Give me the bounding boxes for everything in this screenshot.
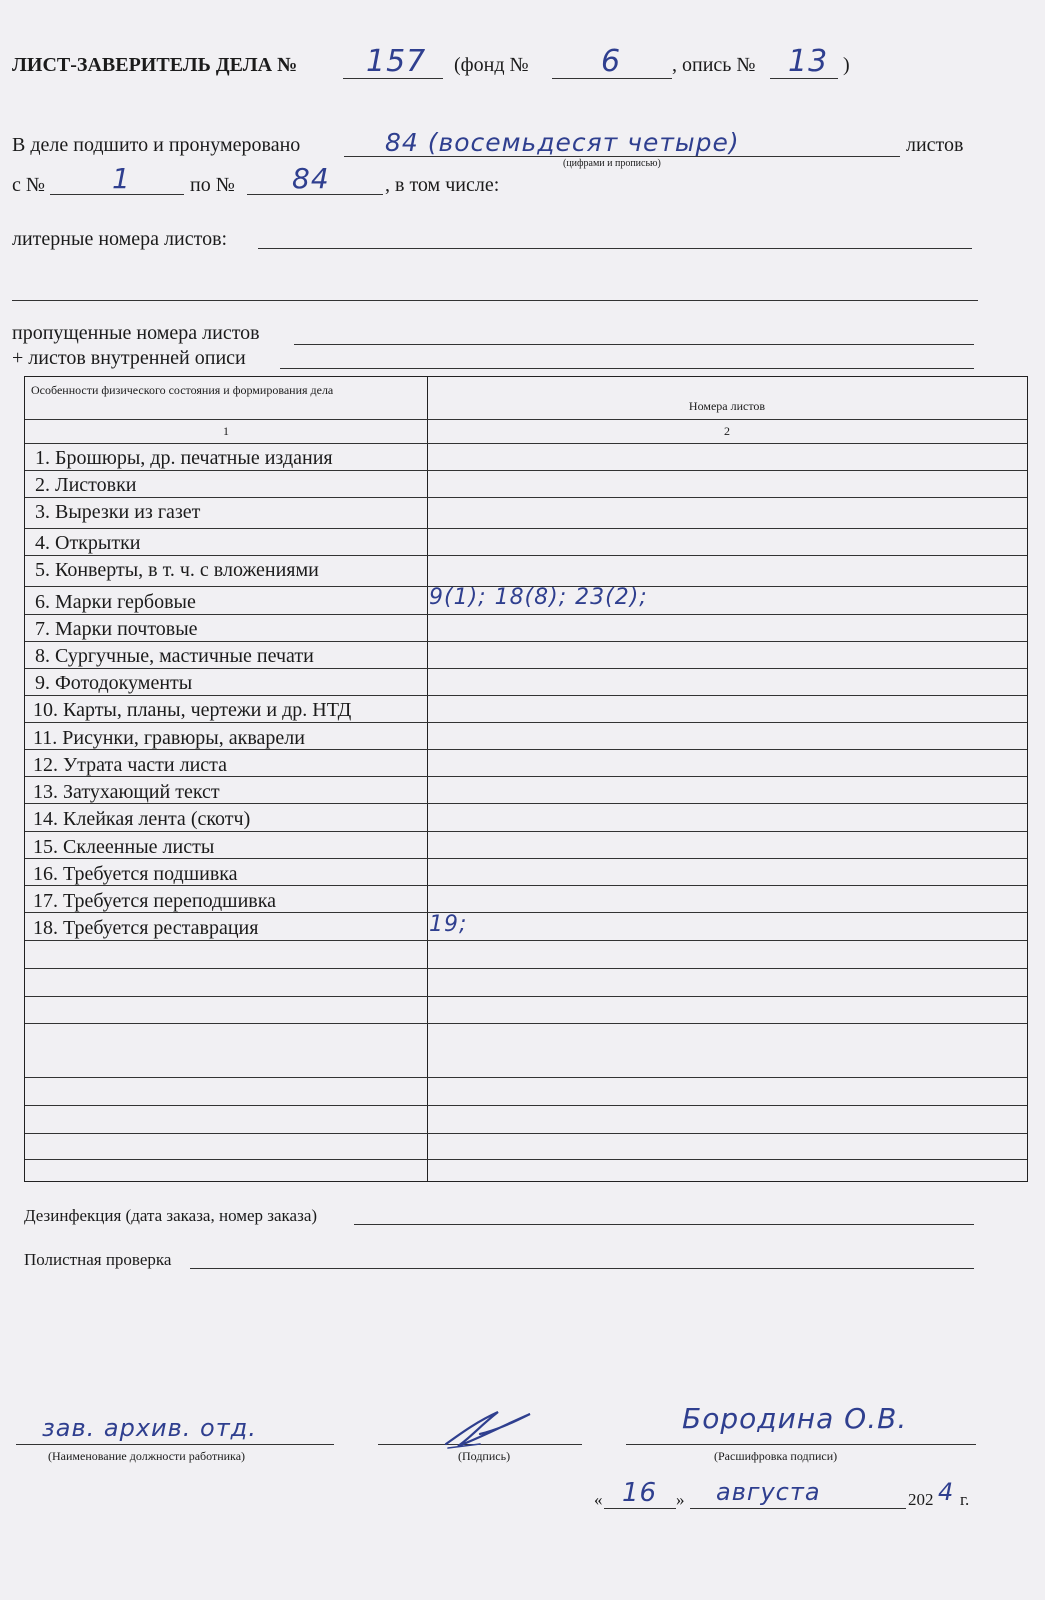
row-label-2: 2. Листовки [35, 474, 137, 496]
row-value-18[interactable]: 19; [429, 912, 468, 937]
table-row-divider [25, 940, 1027, 941]
position-line [16, 1444, 334, 1445]
position-caption: (Наименование должности работника) [48, 1449, 246, 1463]
table-row-divider [25, 555, 1027, 556]
col2-number: 2 [724, 424, 730, 438]
table-row-divider [25, 497, 1027, 498]
table-row-divider [25, 668, 1027, 669]
date-month-field[interactable]: августа [716, 1478, 821, 1506]
row-label-14: 14. Клейкая лента (скотч) [33, 808, 251, 830]
filed-label: В деле подшито и пронумеровано [12, 134, 301, 156]
month-line [690, 1508, 906, 1509]
table-row-divider [25, 885, 1027, 886]
row-label-11: 11. Рисунки, гравюры, акварели [33, 727, 305, 749]
letter-numbers-line-1 [258, 248, 972, 249]
row-label-5: 5. Конверты, в т. ч. с вложениями [35, 559, 319, 581]
date-day-field[interactable]: 16 [622, 1478, 658, 1508]
to-label: по № [190, 174, 235, 196]
opis-label: , опись № [672, 54, 756, 76]
row-label-10: 10. Карты, планы, чертежи и др. НТД [33, 699, 352, 721]
table-row-divider [25, 831, 1027, 832]
col1-header: Особенности физического состояния и формирования дела [31, 383, 334, 397]
inventory-label: + листов внутренней описи [12, 347, 246, 369]
to-value-field[interactable]: 84 [292, 162, 330, 195]
table-row-divider [25, 912, 1027, 913]
letter-numbers-label: литерные номера листов: [12, 228, 228, 250]
missing-numbers-line [294, 344, 974, 345]
table-row-divider [25, 1133, 1027, 1134]
table-row-divider [25, 968, 1027, 969]
table-row-divider [25, 528, 1027, 529]
row-label-18: 18. Требуется реставрация [33, 917, 259, 939]
name-field[interactable]: Бородина О.В. [682, 1402, 908, 1435]
filed-hint: (цифрами и прописью) [563, 158, 661, 169]
table-row-divider [25, 641, 1027, 642]
form-title: ЛИСТ-ЗАВЕРИТЕЛЬ ДЕЛА № [12, 54, 298, 76]
sheet-check-label: Полистная проверка [24, 1250, 172, 1269]
table-row-divider [25, 470, 1027, 471]
date-year-field[interactable]: 4 [938, 1478, 955, 1506]
letter-numbers-line-2 [12, 300, 978, 301]
row-label-12: 12. Утрата части листа [33, 754, 228, 776]
opis-number-field[interactable]: 13 [788, 44, 829, 79]
disinfection-label: Дезинфекция (дата заказа, номер заказа) [24, 1206, 318, 1225]
row-label-6: 6. Марки гербовые [35, 591, 196, 613]
signature-caption: (Подпись) [458, 1449, 511, 1463]
table-row-divider [25, 749, 1027, 750]
missing-numbers-label: пропущенные номера листов [12, 322, 260, 344]
date-year-suffix: г. [960, 1490, 970, 1509]
row-label-1: 1. Брошюры, др. печатные издания [35, 447, 333, 469]
case-number-field[interactable]: 157 [366, 44, 427, 79]
including-text: , в том числе: [385, 174, 500, 196]
sheets-word: листов [906, 134, 964, 156]
table-row-divider [25, 996, 1027, 997]
sheet-check-line [190, 1268, 974, 1269]
col2-header: Номера листов [688, 399, 766, 413]
date-quote-close: » [676, 1490, 685, 1509]
filed-value-field[interactable]: 84 (восемьдесят четыре) [385, 128, 740, 157]
table-row-divider [25, 1077, 1027, 1078]
table-row-divider [25, 722, 1027, 723]
row-label-8: 8. Сургучные, мастичные печати [35, 645, 314, 667]
features-table [24, 376, 1028, 1182]
disinfection-line [354, 1224, 974, 1225]
inventory-line [280, 368, 974, 369]
row-label-4: 4. Открытки [35, 532, 141, 554]
name-caption: (Расшифровка подписи) [714, 1449, 838, 1463]
row-label-13: 13. Затухающий текст [33, 781, 220, 803]
fond-label: (фонд № [454, 54, 529, 76]
day-line [604, 1508, 676, 1509]
row-label-16: 16. Требуется подшивка [33, 863, 238, 885]
header-close-paren: ) [843, 54, 850, 76]
table-row-divider [25, 803, 1027, 804]
row-value-6[interactable]: 9(1); 18(8); 23(2); [429, 585, 648, 610]
table-row-divider [25, 614, 1027, 615]
table-row-divider [25, 858, 1027, 859]
col1-number: 1 [223, 424, 229, 438]
row-label-9: 9. Фотодокументы [35, 672, 193, 694]
from-value-field[interactable]: 1 [112, 162, 131, 195]
fond-number-field[interactable]: 6 [601, 44, 622, 79]
row-label-17: 17. Требуется переподшивка [33, 890, 277, 912]
name-line [626, 1444, 976, 1445]
table-row-divider [25, 1023, 1027, 1024]
table-row-divider [25, 1159, 1027, 1160]
header-divider [25, 419, 1027, 420]
position-field[interactable]: зав. архив. отд. [42, 1414, 257, 1442]
table-row-divider [25, 695, 1027, 696]
from-label: с № [12, 174, 45, 196]
numbers-divider [25, 443, 1027, 444]
row-label-3: 3. Вырезки из газет [35, 501, 201, 523]
table-row-divider [25, 776, 1027, 777]
table-row-divider [25, 1105, 1027, 1106]
row-label-15: 15. Склеенные листы [33, 836, 215, 858]
handwritten-signature[interactable] [440, 1404, 536, 1452]
row-label-7: 7. Марки почтовые [35, 618, 198, 640]
date-quote-open: « [594, 1490, 603, 1509]
date-year-prefix: 202 [908, 1490, 934, 1509]
